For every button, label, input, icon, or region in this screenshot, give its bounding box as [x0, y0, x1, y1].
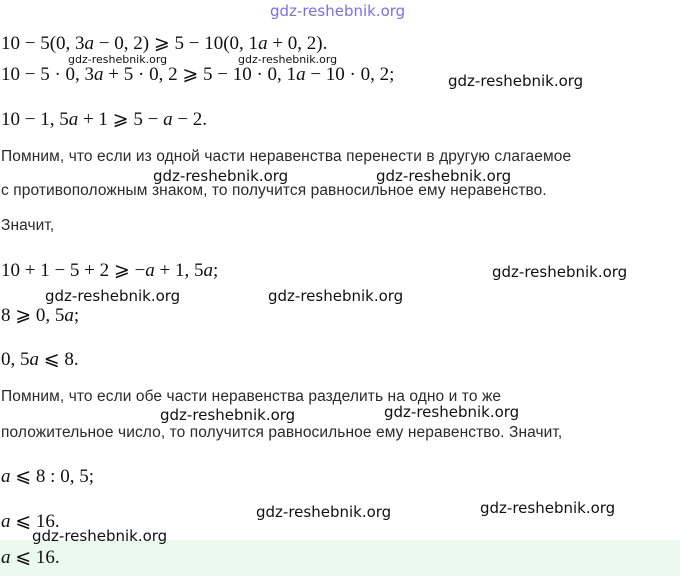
watermark: gdz-reshebnik.org — [268, 287, 404, 305]
answer-highlight — [0, 540, 680, 576]
watermark: gdz-reshebnik.org — [448, 72, 584, 90]
explanation-text-1: Помним, что если из одной части неравенства перенести в другую слагаемое — [1, 148, 572, 165]
explanation-text-4: Помним, что если обе части неравенства разделить на одно и то же — [1, 388, 502, 405]
equation-line-6: 0, 5a ⩽ 8. — [1, 349, 79, 370]
watermark: gdz-reshebnik.org — [492, 263, 628, 281]
watermark: gdz-reshebnik.org — [238, 53, 338, 66]
equation-line-7: a ⩽ 8 : 0, 5; — [1, 466, 94, 487]
watermark: gdz-reshebnik.org — [376, 167, 512, 185]
equation-line-8: a ⩽ 16. — [1, 511, 60, 532]
explanation-text-3: Значит, — [1, 217, 55, 234]
watermark: gdz-reshebnik.org — [256, 503, 392, 521]
watermark: gdz-reshebnik.org — [68, 53, 168, 66]
equation-line-3: 10 − 1, 5a + 1 ⩾ 5 − a − 2. — [1, 109, 208, 130]
watermark: gdz-reshebnik.org — [153, 167, 289, 185]
header-watermark: gdz-reshebnik.org — [270, 2, 406, 20]
equation-line-4: 10 + 1 − 5 + 2 ⩾ −a + 1, 5a; — [1, 260, 219, 281]
explanation-text-2: с противоположным знаком, то получится равносильное ему неравенство. — [1, 182, 547, 199]
answer-line: a ⩽ 16. — [1, 547, 60, 568]
watermark: gdz-reshebnik.org — [480, 499, 616, 517]
equation-line-1: 10 − 5(0, 3a − 0, 2) ⩾ 5 − 10(0, 1a + 0, 2). — [1, 33, 328, 54]
equation-line-5: 8 ⩾ 0, 5a; — [1, 305, 80, 326]
watermark: gdz-reshebnik.org — [384, 403, 520, 421]
watermark: gdz-reshebnik.org — [160, 406, 296, 424]
watermark: gdz-reshebnik.org — [45, 287, 181, 305]
watermark: gdz-reshebnik.org — [32, 527, 168, 545]
equation-line-2: 10 − 5 · 0, 3a + 5 · 0, 2 ⩾ 5 − 10 · 0, 1a − 10 · 0, 2; — [1, 64, 395, 85]
explanation-text-5: положительное число, то получится равносильное ему неравенство. Значит, — [1, 424, 563, 441]
